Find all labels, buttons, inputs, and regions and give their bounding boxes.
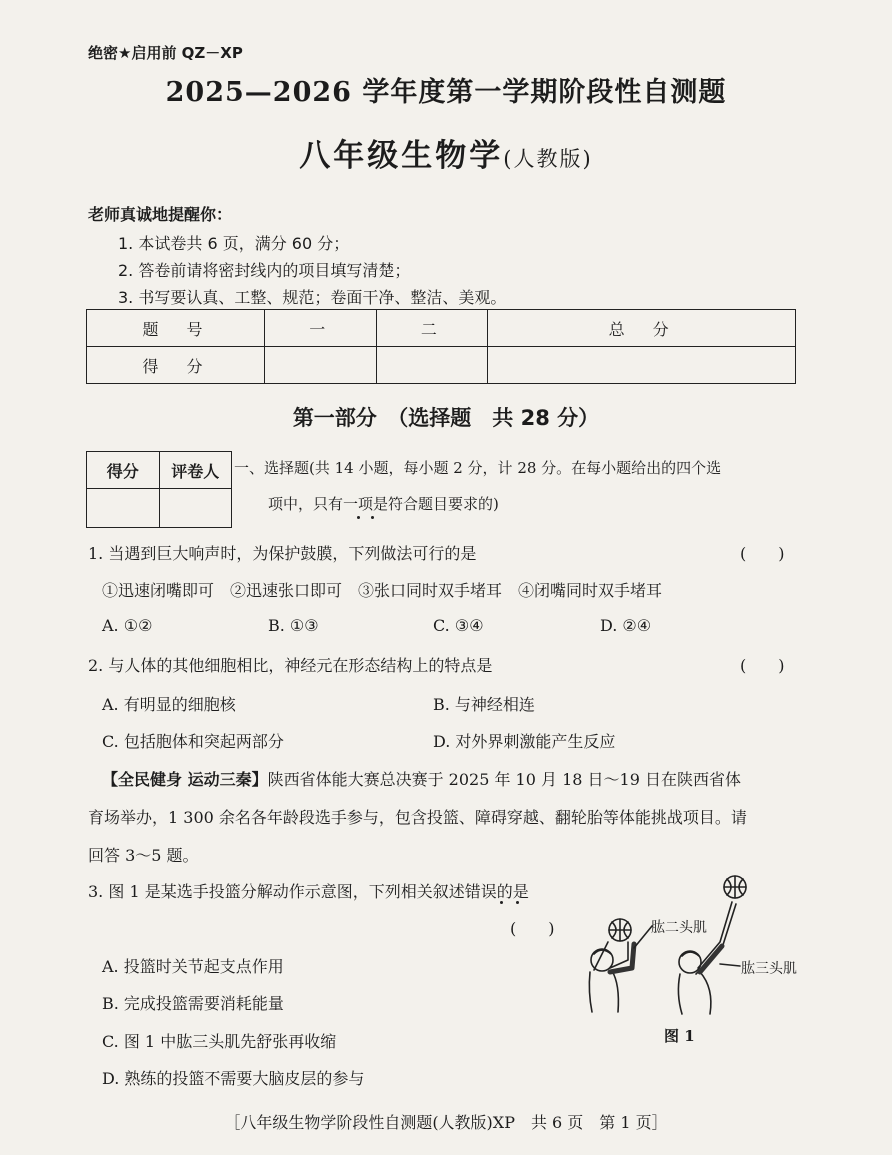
- answer-paren[interactable]: ( ): [510, 919, 555, 938]
- score-column-header: 二: [376, 310, 488, 347]
- score-column-header: 总 分: [488, 310, 796, 347]
- section-instruction: 项中，只有一项是符合题目要求的): [268, 495, 499, 513]
- option-b: B. 与神经相连: [433, 695, 535, 714]
- question-statements: ①迅速闭嘴即可 ②迅速张口即可 ③张口同时双手堵耳 ④闭嘴同时双手堵耳: [102, 581, 663, 600]
- option-b: B. 完成投篮需要消耗能量: [102, 994, 284, 1013]
- part-one-title: 第一部分 （选择题 共 28 分）: [292, 406, 600, 430]
- material-line: [102, 767, 741, 790]
- option-d: D. 对外界刺激能产生反应: [433, 732, 616, 751]
- grader-reviewer-cell[interactable]: [159, 489, 232, 528]
- section-instruction: 一、选择题(共 14 小题，每小题 2 分，计 28 分。在每小题给出的四个选: [234, 459, 722, 477]
- emphasis-dot: [371, 516, 374, 519]
- score-row-header: 得 分: [87, 347, 265, 384]
- material-line: 回答 3～5 题。: [88, 846, 199, 865]
- emphasis-dot: [357, 516, 360, 519]
- subject-title: [0, 130, 892, 175]
- reminder-item: 2. 答卷前请将密封线内的项目填写清楚；: [118, 261, 411, 280]
- score-table: [86, 309, 796, 384]
- material-line: 育场举办，1 300 余名各年龄段选手参与，包含投篮、障碍穿越、翻轮胎等体能挑战项目。请: [88, 808, 747, 827]
- grader-header-score: 得分: [87, 452, 160, 489]
- edition-label: (人教版): [503, 147, 593, 171]
- question-stem: 1. 当遇到巨大响声时，为保护鼓膜，下列做法可行的是: [88, 544, 477, 563]
- option-a: A. 有明显的细胞核: [102, 695, 236, 714]
- material-tag: 【全民健身 运动三秦】: [102, 770, 268, 789]
- basketball-shot-figure: [580, 872, 810, 1022]
- option-c: C. ③④: [433, 616, 484, 635]
- reminder-item: 3. 书写要认真、工整、规范；卷面干净、整洁、美观。: [118, 288, 507, 307]
- emphasis-dot: [500, 901, 503, 904]
- score-cell[interactable]: [265, 347, 377, 384]
- score-cell[interactable]: [376, 347, 488, 384]
- page-footer: ［八年级生物学阶段性自测题(人教版)XP 共 6 页 第 1 页］: [224, 1113, 668, 1132]
- option-d: D. ②④: [600, 616, 652, 635]
- biceps-label: 肱二头肌: [651, 920, 707, 936]
- option-c: C. 包括胞体和突起两部分: [102, 732, 284, 751]
- exam-title: 2025—2026 学年度第一学期阶段性自测题: [165, 77, 727, 108]
- score-row-header: 题 号: [87, 310, 265, 347]
- answer-paren[interactable]: ( ): [740, 544, 785, 563]
- grader-score-cell[interactable]: [87, 489, 160, 528]
- reminder-item: 1. 本试卷共 6 页，满分 60 分；: [118, 234, 350, 253]
- answer-paren[interactable]: ( ): [740, 656, 785, 675]
- grader-table: [86, 451, 232, 528]
- score-column-header: 一: [265, 310, 377, 347]
- material-text: 陕西省体能大赛总决赛于 2025 年 10 月 18 日～19 日在陕西省体: [267, 770, 741, 789]
- question-stem: 3. 图 1 是某选手投篮分解动作示意图，下列相关叙述错误的是: [88, 882, 529, 901]
- option-d: D. 熟练的投篮不需要大脑皮层的参与: [102, 1069, 365, 1088]
- option-a: A. 投篮时关节起支点作用: [102, 957, 284, 976]
- option-c: C. 图 1 中肱三头肌先舒张再收缩: [102, 1032, 337, 1051]
- option-b: B. ①③: [268, 616, 319, 635]
- score-cell[interactable]: [488, 347, 796, 384]
- subject-name: 八年级生物学: [299, 138, 504, 174]
- question-stem: 2. 与人体的其他细胞相比，神经元在形态结构上的特点是: [88, 656, 493, 675]
- option-a: A. ①②: [102, 616, 153, 635]
- grader-header-reviewer: 评卷人: [159, 452, 232, 489]
- confidential-mark: 绝密★启用前 QZ－XP: [88, 44, 243, 62]
- emphasis-dot: [516, 901, 519, 904]
- reminder-heading: 老师真诚地提醒你：: [88, 205, 233, 224]
- figure-caption: 图 1: [664, 1027, 695, 1045]
- triceps-label: 肱三头肌: [741, 961, 797, 977]
